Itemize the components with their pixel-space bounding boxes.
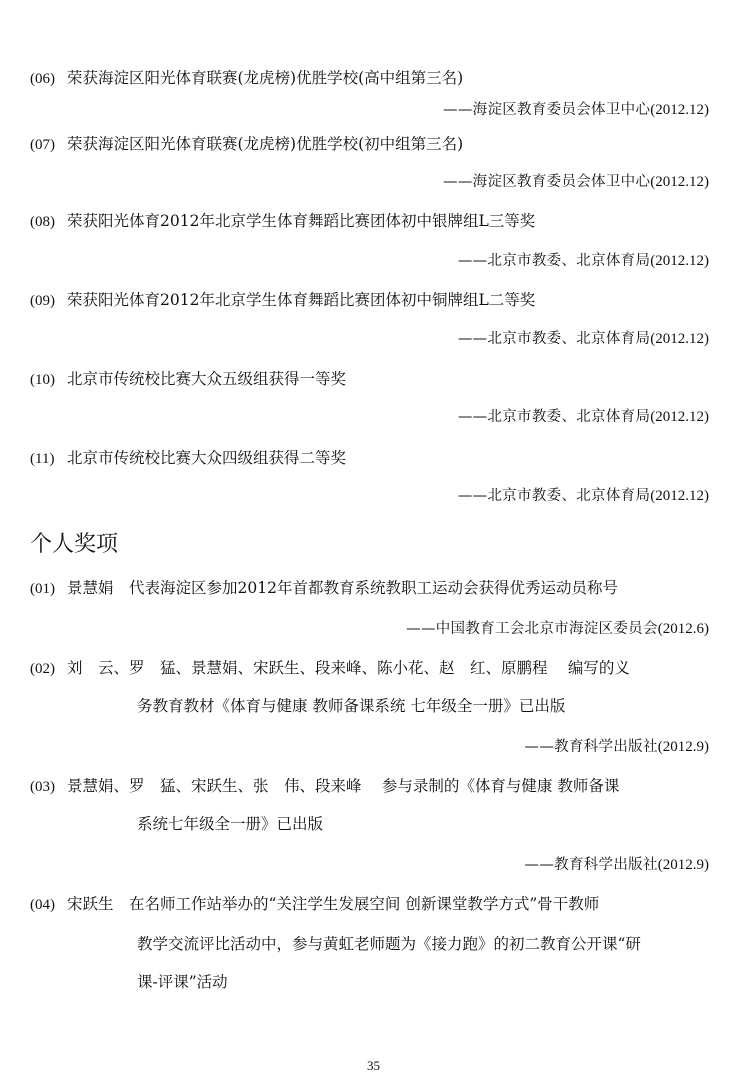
item-number: (04) bbox=[30, 897, 55, 913]
source-org: ——海淀区教育委员会体卫中心 bbox=[443, 102, 651, 118]
section-heading: 个人奖项 bbox=[30, 532, 119, 557]
source-date: (2012.12) bbox=[650, 488, 709, 504]
award-source bbox=[525, 855, 709, 875]
page-number: 35 bbox=[367, 1058, 380, 1073]
award-source bbox=[458, 407, 709, 427]
source-date: (2012.12) bbox=[650, 331, 709, 347]
award-text: 荣获阳光体育2012年北京学生体育舞蹈比赛团体初中铜牌组L二等奖 bbox=[67, 291, 536, 309]
award-item bbox=[30, 894, 599, 915]
source-org: ——北京市教委、北京体育局 bbox=[457, 488, 651, 504]
source-date: (2012.12) bbox=[650, 253, 709, 269]
item-number: (01) bbox=[30, 581, 55, 597]
award-source bbox=[443, 100, 709, 120]
award-source bbox=[458, 486, 709, 506]
award-text-continued: 系统七年级全一册》已出版 bbox=[137, 815, 324, 833]
award-item bbox=[30, 658, 630, 679]
item-number: (09) bbox=[30, 293, 55, 309]
award-text: 荣获海淀区阳光体育联赛(龙虎榜)优胜学校(初中组第三名) bbox=[67, 135, 464, 153]
item-number: (07) bbox=[30, 137, 55, 153]
award-text: 景慧娟 代表海淀区参加2012年首都教育系统教职工运动会获得优秀运动员称号 bbox=[67, 579, 618, 597]
source-org: ——北京市教委、北京体育局 bbox=[457, 409, 651, 425]
award-text: 宋跃生 在名师工作站举办的“关注学生发展空间 创新课堂教学方式”骨干教师 bbox=[67, 895, 600, 913]
source-org: ——北京市教委、北京体育局 bbox=[457, 331, 651, 347]
source-org: ——北京市教委、北京体育局 bbox=[457, 253, 651, 269]
item-number: (11) bbox=[30, 451, 55, 467]
award-source bbox=[406, 619, 709, 639]
award-item bbox=[30, 134, 463, 155]
source-date: (2012.9) bbox=[657, 857, 709, 873]
award-item bbox=[30, 290, 535, 311]
award-text: 荣获阳光体育2012年北京学生体育舞蹈比赛团体初中银牌组L三等奖 bbox=[67, 212, 536, 230]
award-item bbox=[30, 68, 463, 89]
source-date: (2012.6) bbox=[657, 621, 709, 637]
item-number: (02) bbox=[30, 661, 55, 677]
source-org: ——海淀区教育委员会体卫中心 bbox=[443, 174, 651, 190]
award-text: 景慧娟、罗 猛、宋跃生、张 伟、段来峰 参与录制的《体育与健康 教师备课 bbox=[67, 777, 620, 795]
award-item bbox=[30, 211, 535, 232]
award-source bbox=[443, 172, 709, 192]
source-org: ——中国教育工会北京市海淀区委员会 bbox=[406, 621, 658, 637]
award-text-continued: 教学交流评比活动中，参与黄虹老师题为《接力跑》的初二教育公开课“研 bbox=[137, 935, 641, 953]
source-date: (2012.12) bbox=[650, 102, 709, 118]
award-source bbox=[458, 251, 709, 271]
source-date: (2012.12) bbox=[650, 409, 709, 425]
item-number: (03) bbox=[30, 779, 55, 795]
award-text: 北京市传统校比赛大众五级组获得一等奖 bbox=[67, 370, 347, 388]
item-number: (06) bbox=[30, 71, 55, 87]
award-item bbox=[30, 448, 346, 469]
award-source bbox=[458, 329, 709, 349]
award-item bbox=[30, 776, 619, 797]
source-org: ——教育科学出版社 bbox=[524, 857, 658, 873]
source-org: ——教育科学出版社 bbox=[524, 739, 658, 755]
award-item bbox=[30, 578, 618, 599]
award-source bbox=[525, 737, 709, 757]
award-text-continued: 务教育教材《体育与健康 教师备课系统 七年级全一册》已出版 bbox=[137, 697, 566, 715]
source-date: (2012.9) bbox=[657, 739, 709, 755]
award-text-continued: 课-评课”活动 bbox=[137, 973, 228, 991]
item-number: (10) bbox=[30, 372, 55, 388]
award-item bbox=[30, 369, 346, 390]
item-number: (08) bbox=[30, 214, 55, 230]
award-text: 荣获海淀区阳光体育联赛(龙虎榜)优胜学校(高中组第三名) bbox=[67, 69, 464, 87]
award-text: 刘 云、罗 猛、景慧娟、宋跃生、段来峰、陈小花、赵 红、原鹏程 编写的义 bbox=[67, 659, 630, 677]
award-text: 北京市传统校比赛大众四级组获得二等奖 bbox=[67, 449, 347, 467]
source-date: (2012.12) bbox=[650, 174, 709, 190]
